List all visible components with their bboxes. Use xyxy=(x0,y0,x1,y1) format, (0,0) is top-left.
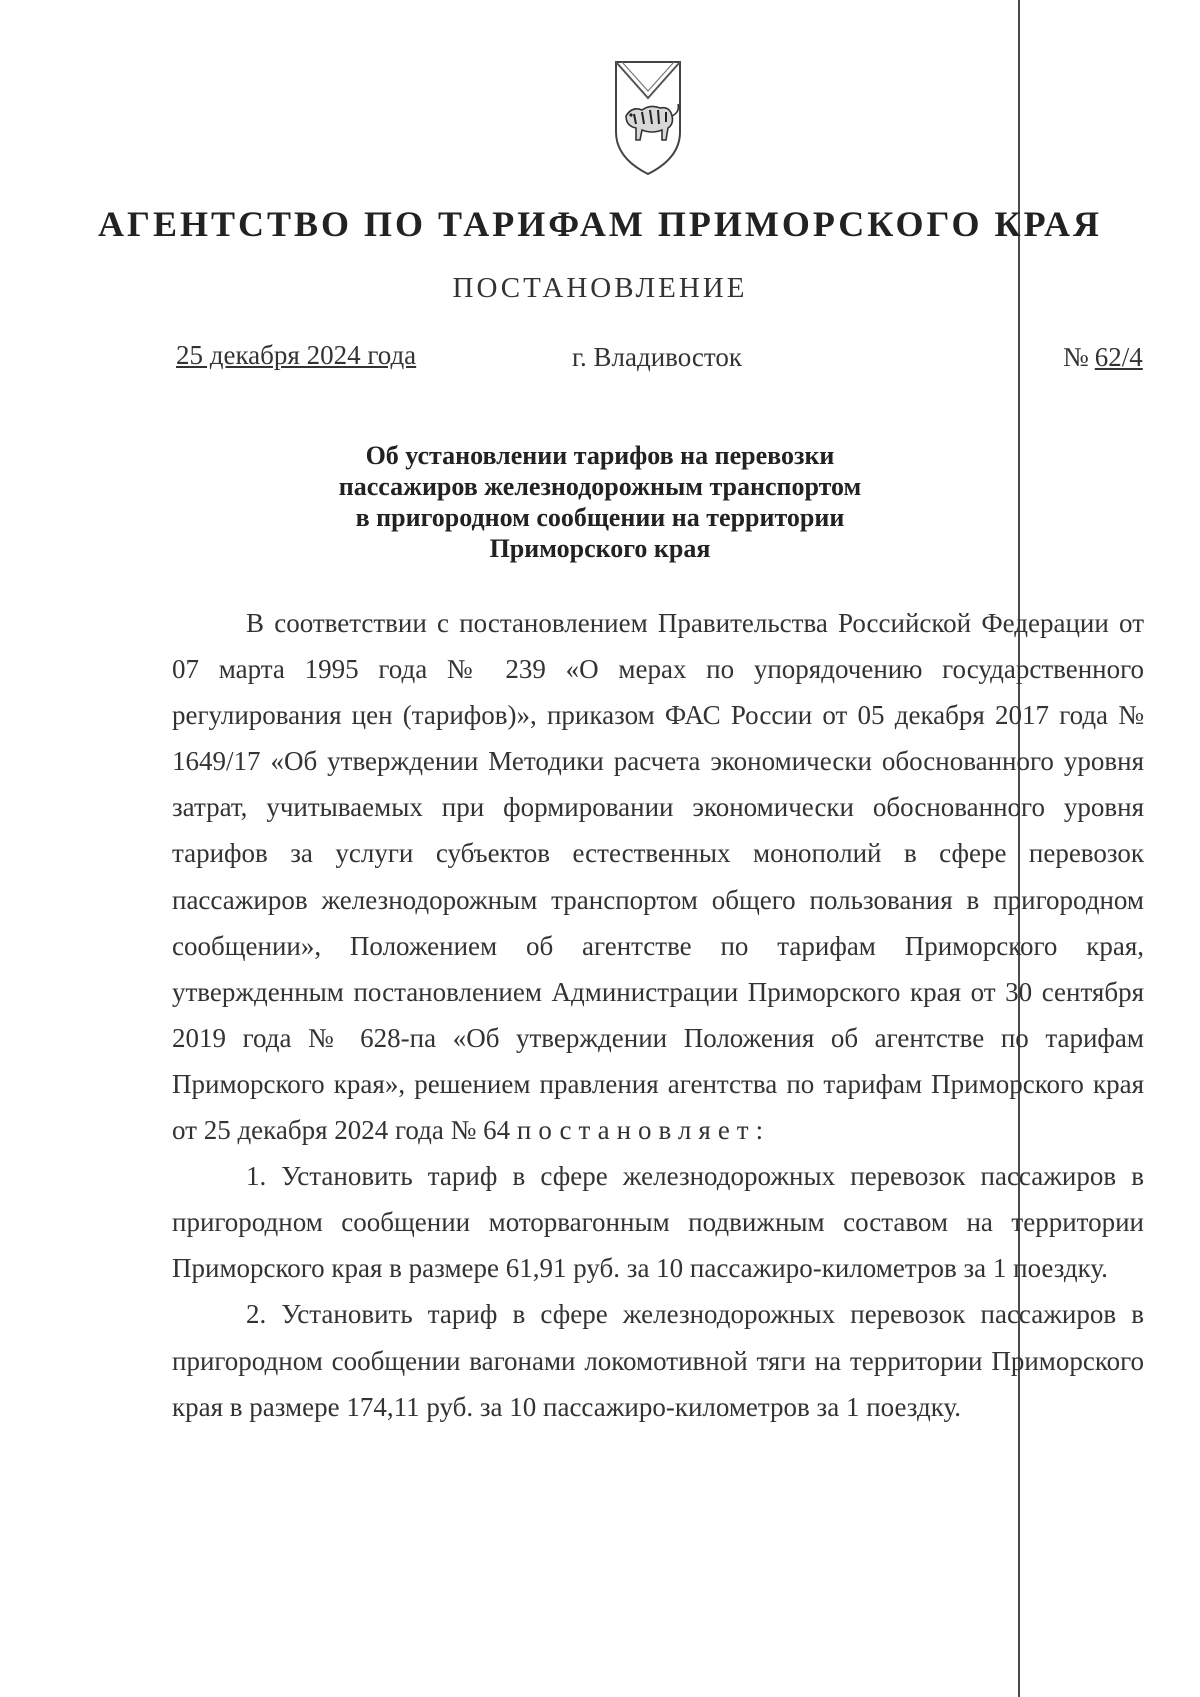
coat-of-arms-icon xyxy=(612,58,684,178)
subject-line: Приморского края xyxy=(489,534,711,563)
subject-line: Об установлении тарифов на перевозки xyxy=(365,441,835,470)
organization-name: АГЕНТСТВО ПО ТАРИФАМ ПРИМОРСКОГО КРАЯ xyxy=(98,204,1102,244)
number-prefix: № xyxy=(1063,342,1089,372)
clause-2: 2. Установить тариф в сфере железнодорожных перевозок пассажиров в пригородном сообщении вагонами локомотивной тяги на территории Приморского края в размере 174,11 руб. за 10 пассажиро-километров за 1 поездку. xyxy=(172,1299,1144,1422)
document-number xyxy=(1063,342,1143,373)
subject-line: в пригородном сообщении на территории xyxy=(355,503,845,532)
document-body xyxy=(172,600,1144,1430)
number-value: 62/4 xyxy=(1094,342,1143,372)
preamble-paragraph xyxy=(172,600,1144,1153)
document-type: ПОСТАНОВЛЕНИЕ xyxy=(452,272,748,304)
document-date: 25 декабря 2024 года xyxy=(176,340,417,370)
subject-line: пассажиров железнодорожным транспортом xyxy=(338,472,862,501)
preamble-text: В соответствии с постановлением Правительства Российской Федерации от 07 марта 1995 года № 239 «О мерах по упорядочению государственного регулирования цен (тарифов)», приказом ФАС России от 05 декабря 2017 года № 1649/17 «Об утверждении Методики расчета экономически обоснованного уровня затрат, учитываемых при формировании экономически обоснованного уровня тарифов за услуги субъектов естественных монополий в сфере перевозок пассажиров железнодорожным транспортом общего пользования в пригородном сообщении», Положением об агентстве по тарифам Приморского края, утвержденным постановлением Администрации Приморского края от 30 сентября 2019 года № 628-па «Об утверждении Положения об агентстве по тарифам Приморского края», решением правления агентства по тарифам Приморского края от 25 декабря 2024 года № 64 xyxy=(172,608,1144,1146)
resolves-word: постановляет: xyxy=(516,1115,771,1146)
document-subject xyxy=(0,440,1200,564)
clause-1: 1. Установить тариф в сфере железнодорожных перевозок пассажиров в пригородном сообщении моторвагонным подвижным составом на территории Приморского края в размере 61,91 руб. за 10 пассажиро-километров за 1 поездку. xyxy=(172,1161,1144,1284)
document-city: г. Владивосток xyxy=(572,342,742,372)
